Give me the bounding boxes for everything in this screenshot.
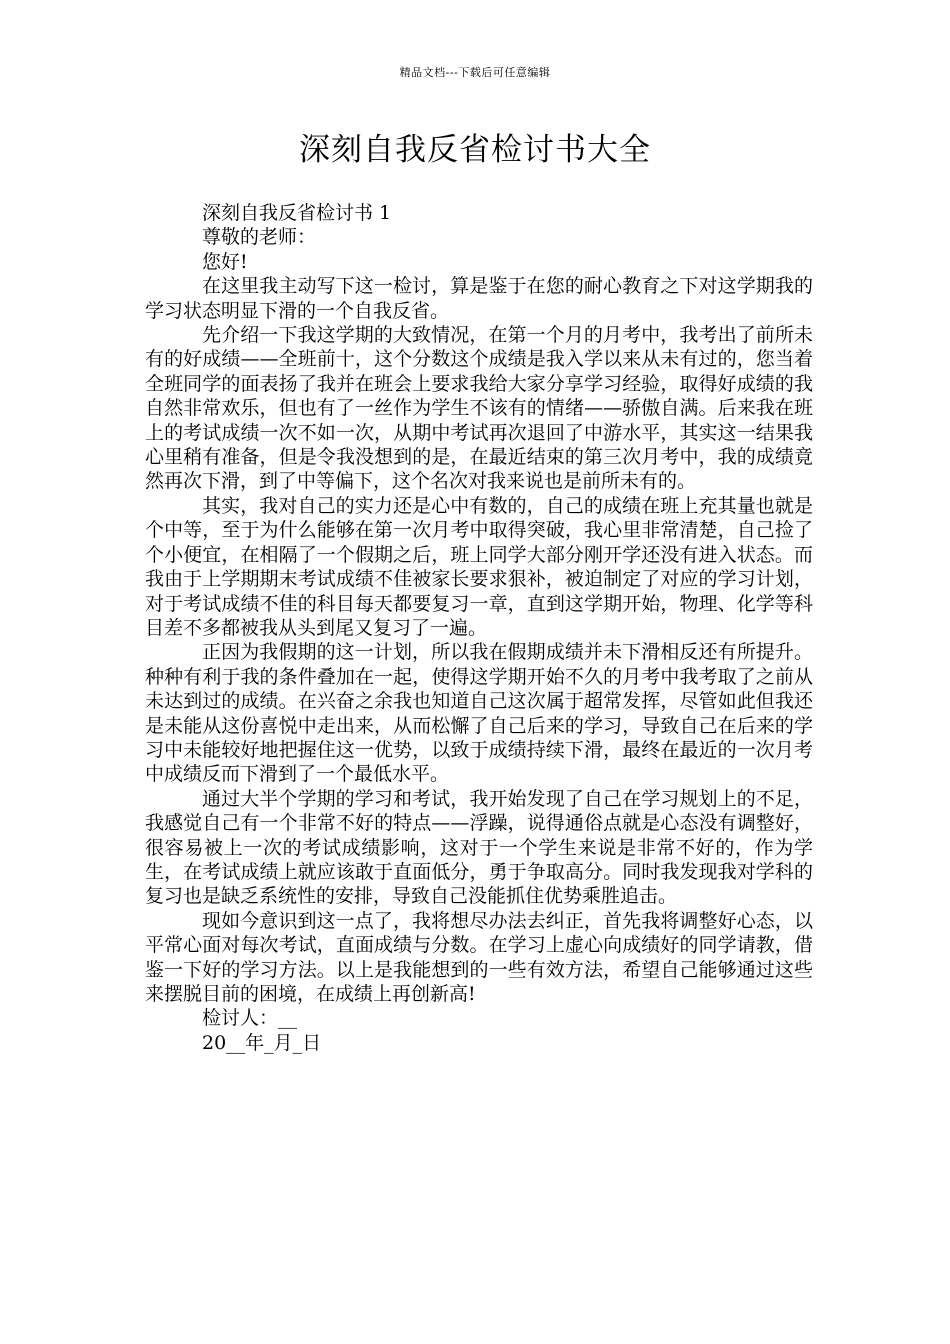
paragraph: 正因为我假期的这一计划，所以我在假期成绩并未下滑相反还有所提升。种种有利于我的条件叠加在一起，使得这学期开始不久的月考中我考取了之前从未达到过的成绩。在兴奋之余我也知道自己这次属于超常发挥，尽管如此但我还是未能从这份喜悦中走出来，从而松懈了自己后来的学习，导致自己在后来的学习中未能较好地把握住这一优势，以致于成绩持续下滑，最终在最近的一次月考中成绩反而下滑到了一个最低水平。	[145, 641, 813, 786]
greeting: 您好!	[202, 250, 248, 273]
paragraph: 先介绍一下我这学期的大致情况，在第一个月的月考中，我考出了前所未有的好成绩——全班前十，这个分数这个成绩是我入学以来从未有过的，您当着全班同学的面表扬了我并在班会上要求我给大家分享学习经验，取得好成绩的我自然非常欢乐，但也有了一丝作为学生不该有的情绪——骄傲自满。后来我在班上的考试成绩一次不如一次，从期中考试再次退回了中游水平，其实这一结果我心里稍有准备，但是令我没想到的是，在最近结束的第三次月考中，我的成绩竟然再次下滑，到了中等偏下，这个名次对我来说也是前所未有的。	[145, 324, 813, 493]
date-line: 20__年_月_日	[202, 1031, 322, 1054]
signature-line: 检讨人：__	[202, 1007, 298, 1030]
document-title: 深刻自我反省检讨书大全	[299, 132, 651, 168]
document-body	[145, 201, 813, 1055]
paragraph: 在这里我主动写下这一检讨，算是鉴于在您的耐心教育之下对这学期我的学习状态明显下滑的一个自我反省。	[145, 275, 813, 322]
paragraph: 其实，我对自己的实力还是心中有数的，自己的成绩在班上充其量也就是个中等，至于为什么能够在第一次月考中取得突破，我心里非常清楚，自己捡了个小便宜，在相隔了一个假期之后，班上同学大部分刚开学还没有进入状态。而我由于上学期期末考试成绩不佳被家长要求狠补，被迫制定了对应的学习计划，对于考试成绩不佳的科目每天都要复习一章，直到这学期开始，物理、化学等科目差不多都被我从头到尾又复习了一遍。	[145, 494, 813, 639]
section-subtitle: 深刻自我反省检讨书 1	[202, 202, 392, 224]
page-header-note: 精品文档---下载后可任意编辑	[399, 66, 551, 79]
paragraph: 通过大半个学期的学习和考试，我开始发现了自己在学习规划上的不足，我感觉自己有一个非常不好的特点——浮躁，说得通俗点就是心态没有调整好，很容易被上一次的考试成绩影响，这对于一个学生来说是非常不好的，作为学生，在考试成绩上就应该敢于直面低分，勇于争取高分。同时我发现我对学科的复习也是缺乏系统性的安排，导致自己没能抓住优势乘胜追击。	[145, 787, 813, 908]
salutation: 尊敬的老师：	[202, 226, 317, 249]
paragraph: 现如今意识到这一点了，我将想尽办法去纠正，首先我将调整好心态，以平常心面对每次考试，直面成绩与分数。在学习上虚心向成绩好的同学请教，借鉴一下好的学习方法。以上是我能想到的一些有效方法，希望自己能够通过这些来摆脱目前的困境，在成绩上再创新高!	[145, 909, 813, 1005]
